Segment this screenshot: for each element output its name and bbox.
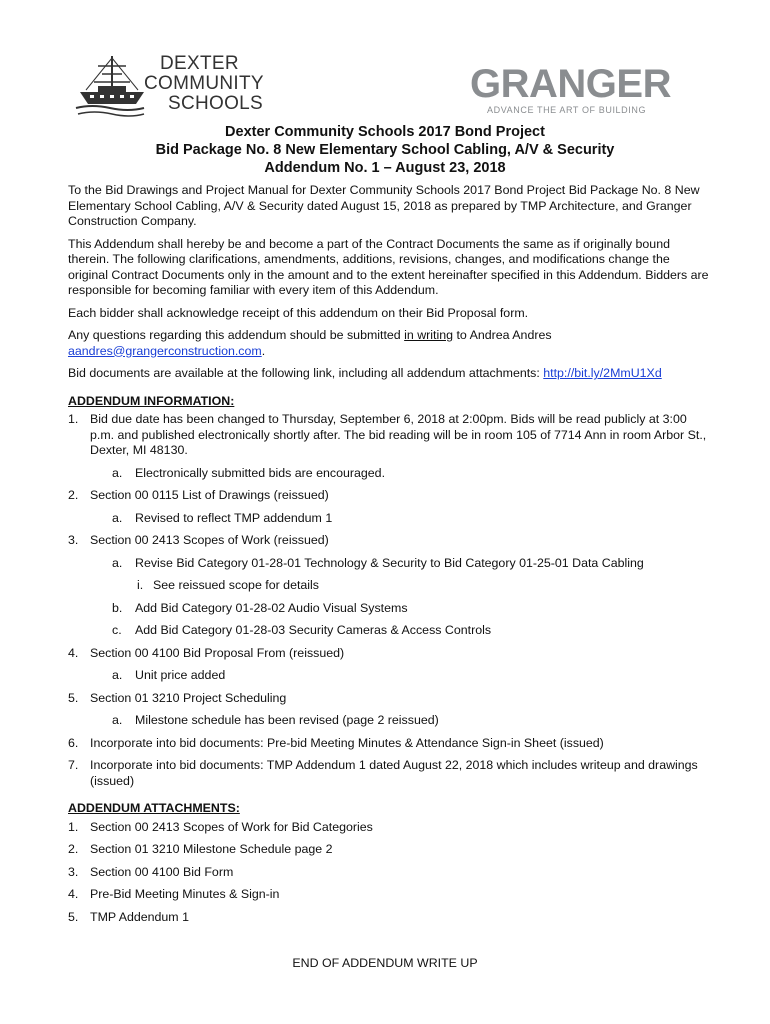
intro-paragraph-1: To the Bid Drawings and Project Manual for Dexter Community Schools 2017 Bond Project Bid Package No. 8 New Elementary School Cabling, A/V & Security dated August 15, 2018 as prepared by TMP Architecture, and Granger Construction Company. [68, 183, 700, 228]
sub-item [90, 556, 713, 572]
attachment-item [68, 887, 713, 903]
addendum-attachments-heading: ADDENDUM ATTACHMENTS: [68, 801, 240, 815]
info-item-6 [68, 736, 713, 752]
sub-marker: a. [112, 668, 123, 682]
info-item-7 [68, 758, 713, 789]
addendum-information-list [68, 412, 713, 789]
sub-marker: a. [112, 510, 123, 525]
logo-line-1: DEXTER [160, 53, 239, 74]
ship-logo-icon [74, 52, 146, 120]
item-text: Section 00 0115 List of Drawings (reissued) [90, 488, 329, 502]
sub-sub-text: See reissued scope for details [153, 578, 319, 592]
item-number: 1. [68, 819, 79, 834]
dexter-schools-wordmark [144, 54, 264, 114]
item-number: 4. [68, 887, 79, 901]
sub-text: Add Bid Category 01-28-03 Security Cameras & Access Controls [135, 623, 492, 637]
item-text: Pre-Bid Meeting Minutes & Sign-in [90, 887, 280, 901]
item-number: 3. [68, 533, 79, 547]
item-number: 4. [68, 645, 79, 660]
title-line-3: Addendum No. 1 – August 23, 2018 [264, 160, 506, 176]
sub-marker: c. [112, 623, 122, 637]
granger-wordmark: GRANGER [470, 62, 671, 106]
sub-item [90, 623, 713, 639]
item-text: Section 00 2413 Scopes of Work for Bid Categories [90, 819, 373, 834]
questions-paragraph [68, 328, 713, 359]
title-line-1: Dexter Community Schools 2017 Bond Project [225, 124, 545, 140]
in-writing-text: in writing [404, 328, 454, 342]
questions-text: Any questions regarding this addendum should be submitted [68, 328, 405, 342]
item-number: 7. [68, 758, 79, 772]
info-item-4 [68, 646, 713, 684]
item-number: 2. [68, 488, 79, 502]
email-period: . [261, 343, 266, 358]
sub-item [90, 466, 713, 482]
bid-documents-paragraph [68, 366, 713, 382]
sub-text: Revised to reflect TMP addendum 1 [135, 510, 333, 525]
sub-text: Add Bid Category 01-28-02 Audio Visual Systems [135, 600, 408, 615]
sub-text: Milestone schedule has been revised (page 2 reissued) [135, 713, 439, 727]
bid-documents-text: Bid documents are available at the following link, including all addendum attachments: [68, 366, 544, 380]
item-text: Section 00 4100 Bid Form [90, 864, 234, 879]
dexter-schools-logo [74, 52, 264, 122]
attachment-item [68, 820, 713, 836]
granger-logo [470, 64, 680, 114]
item-text: Incorporate into bid documents: Pre-bid Meeting Minutes & Attendance Sign-in Sheet (issued) [90, 735, 604, 750]
info-item-5 [68, 691, 713, 729]
item-number: 3. [68, 864, 79, 879]
sub-sub-item [90, 578, 713, 594]
sub-item [90, 601, 713, 617]
item-text: Section 00 2413 Scopes of Work (reissued) [90, 533, 329, 547]
item-text: Section 01 3210 Project Scheduling [90, 690, 287, 705]
item-number: 5. [68, 909, 79, 924]
item-number: 2. [68, 842, 79, 856]
sub-marker: a. [112, 465, 123, 480]
document-title [0, 123, 770, 177]
info-item-3 [68, 533, 713, 639]
addendum-information-heading: ADDENDUM INFORMATION: [68, 393, 235, 408]
sub-item [90, 511, 713, 527]
questions-contact: to Andrea Andres [453, 328, 552, 342]
logo-line-2: COMMUNITY [144, 73, 264, 94]
sub-item [90, 713, 713, 729]
bid-documents-link[interactable]: http://bit.ly/2MmU1Xd [543, 366, 662, 380]
document-body [68, 183, 713, 932]
attachment-item [68, 842, 713, 858]
item-text: Incorporate into bid documents: TMP Addendum 1 dated August 22, 2018 which includes writeup and drawings (issued) [90, 758, 698, 788]
sub-item [90, 668, 713, 684]
sub-text: Unit price added [135, 668, 226, 682]
sub-marker: a. [112, 555, 123, 570]
item-text: Bid due date has been changed to Thursday, September 6, 2018 at 2:00pm. Bids will be read publicly at 3:00 p.m. and published electronically shortly after. The bid reading will be in room 105 of 7714 Ann in room Arbor St., Dexter, MI 48130. [90, 412, 707, 457]
attachment-item [68, 865, 713, 881]
item-text: Section 00 4100 Bid Proposal From (reissued) [90, 645, 345, 660]
item-number: 5. [68, 690, 79, 705]
intro-paragraph-2: This Addendum shall hereby be and become a part of the Contract Documents the same as if originally bound therein. The following clarifications, amendments, additions, revisions, changes, and modifications change the original Contract Documents only in the amount and to the extent hereinafter specified in this Addendum. Bidders are responsible for becoming familiar with every item of this Addendum. [68, 236, 709, 297]
email-link[interactable]: aandres@grangerconstruction.com [68, 343, 262, 358]
granger-tagline: ADVANCE THE ART OF BUILDING [487, 105, 647, 115]
item-number: 1. [68, 412, 79, 426]
end-of-addendum: END OF ADDENDUM WRITE UP [292, 956, 478, 970]
item-text: TMP Addendum 1 [90, 909, 189, 924]
sub-sub-marker: i. [137, 578, 144, 592]
sub-marker: a. [112, 713, 123, 727]
addendum-attachments-list [68, 820, 713, 926]
title-line-2: Bid Package No. 8 New Elementary School Cabling, A/V & Security [155, 142, 615, 158]
sub-text: Electronically submitted bids are encouraged. [135, 465, 386, 480]
sub-marker: b. [112, 600, 123, 615]
info-item-2 [68, 488, 713, 526]
item-text: Section 01 3210 Milestone Schedule page 2 [90, 842, 333, 856]
logo-line-3: SCHOOLS [168, 93, 264, 114]
info-item-1 [68, 412, 713, 481]
item-number: 6. [68, 735, 79, 750]
intro-paragraph-3: Each bidder shall acknowledge receipt of this addendum on their Bid Proposal form. [68, 305, 529, 320]
attachment-item [68, 910, 713, 926]
sub-text: Revise Bid Category 01-28-01 Technology & Security to Bid Category 01-25-01 Data Cabling [135, 555, 644, 570]
